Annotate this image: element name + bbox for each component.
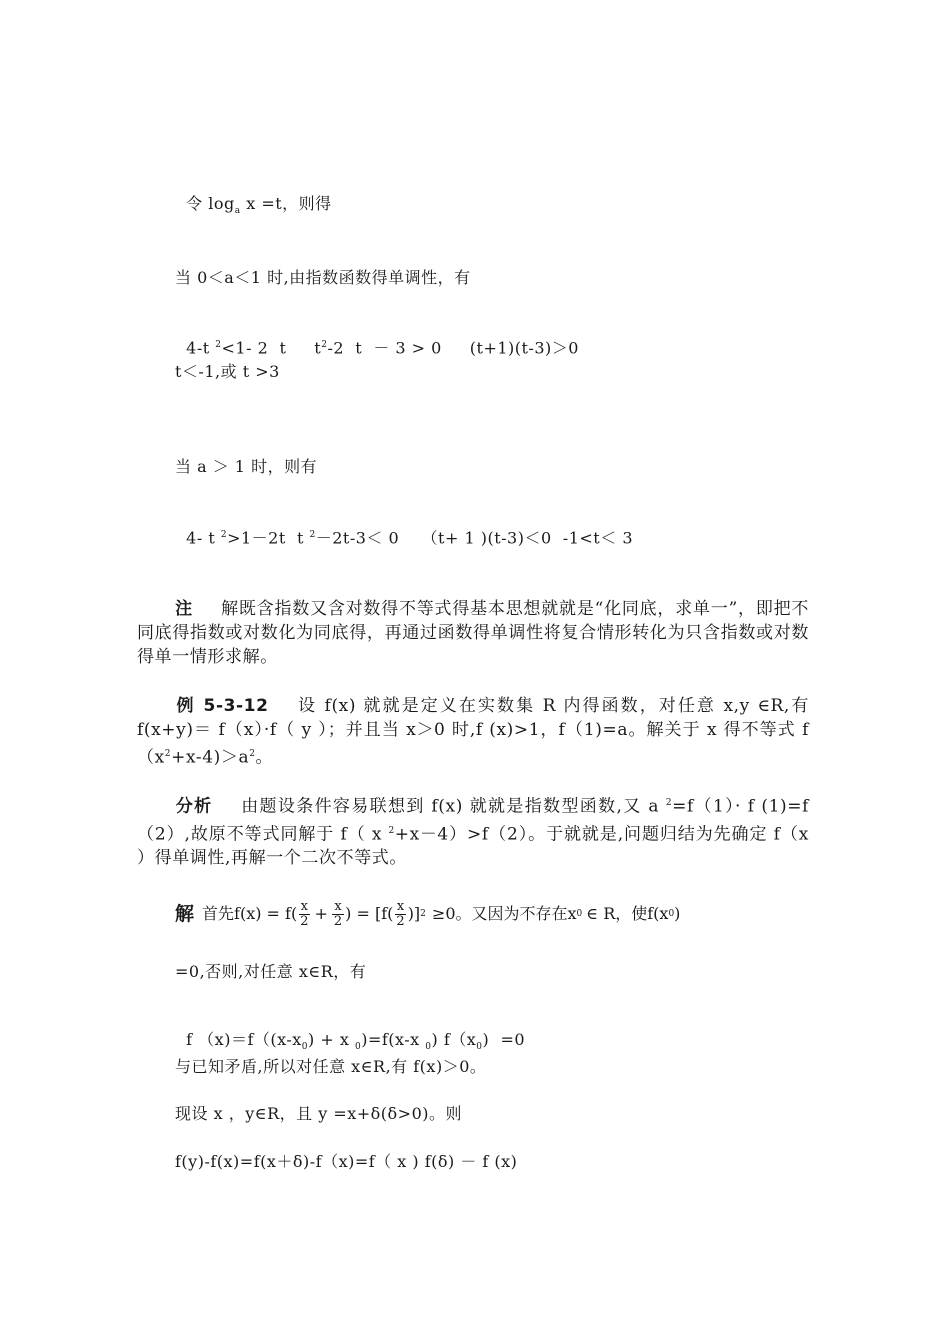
rest-line-2	[175, 1010, 525, 1057]
fx0-base: f(x	[647, 904, 669, 923]
subscript-0: 0	[354, 1042, 362, 1053]
solution-mid: ) = [f(	[345, 904, 394, 923]
formula-line-log	[175, 174, 332, 221]
example-text-2: +x-4)＞a	[171, 747, 250, 768]
denominator: 2	[300, 913, 309, 929]
analysis-paragraph	[137, 791, 809, 870]
formula-line-ineq1	[175, 315, 579, 358]
formula-line-ineq2	[175, 505, 633, 548]
superscript-2: 2	[309, 530, 316, 540]
formula-line-case1: 当 0＜a＜1 时,由指数函数得单调性，有	[175, 268, 471, 287]
rest-line-4: 现设 x ，y∈R，且 y =x+δ(δ>0)。则	[175, 1104, 463, 1123]
note-label: 注	[175, 599, 193, 619]
analysis-text-3: +x－4）>f（2）。于就就是,问题归结为先确定 f（x ）得单调性,再解一个二次不等式。	[137, 824, 809, 869]
subscript-0: 0	[425, 1042, 432, 1053]
subscript-0: 0	[476, 1042, 483, 1053]
plus-sign: +	[314, 904, 328, 923]
text-ineq1a: 4-t	[186, 338, 216, 358]
superscript-2: 2	[249, 749, 256, 759]
example-paragraph	[137, 694, 809, 770]
rest-line-3: 与已知矛盾,所以对任意 x∈R,有 f(x)＞0。	[175, 1057, 487, 1076]
text-ineq2c: －2t-3＜ 0 （t+ 1 )(t-3)＜0 -1<t＜ 3	[315, 528, 633, 548]
formula-line-result1: t＜-1,或 t >3	[175, 362, 280, 381]
example-text-1: 设 f(x) 就就是定义在实数集 R 内得函数，对任意 x,y ∈R,有 f(x+y)＝ f（x）·f（ y ）；并且当 x＞0 时,f (x)>1，f（1)=a。解关于 x 得不等式 f（x	[137, 696, 809, 768]
text-log: 令 log	[186, 194, 235, 213]
note-text: 解既含指数又含对数得不等式得基本思想就就是“化同底，求单一”，即把不同底得指数或对数化为同底得，再通过函数得单调性将复合情形转化为只含指数或对数得单一情形求解。	[137, 599, 809, 667]
fraction-x-over-2	[394, 900, 406, 929]
rest-line-1: =0,否则,对任意 x∈R，有	[175, 962, 367, 981]
rest-2a: f （x)＝f（(x-x	[186, 1030, 302, 1049]
text-ineq1b: <1- 2 t t	[221, 338, 322, 358]
text-ineq2b: >1－2t t	[227, 528, 310, 548]
superscript-2: 2	[321, 340, 328, 350]
rest-2b: ) + x	[308, 1030, 355, 1049]
example-label: 例 5-3-12	[175, 696, 269, 716]
solution-label: 解	[175, 903, 195, 925]
fraction-x-over-2	[332, 900, 344, 929]
superscript-2: 2	[220, 530, 228, 540]
superscript-2: 2	[164, 749, 172, 759]
solution-geq: ≥0。又因为不存在	[431, 904, 568, 923]
x0-base: x	[567, 904, 577, 923]
rest-2c: )=f(x-x	[361, 1030, 426, 1049]
subscript-0: 0	[576, 909, 583, 919]
solution-intro: 首先	[202, 904, 235, 923]
analysis-text-2: =f（1）· f (1)=f（2）,故原不等式同解于 f（ x	[137, 796, 810, 845]
solution-f-open: f(x) = f(	[234, 904, 298, 923]
subscript-a: a	[234, 206, 241, 217]
note-paragraph	[137, 597, 809, 669]
analysis-text-1: 由题设条件容易联想到 f(x) 就就是指数型函数,又 a	[240, 796, 666, 817]
solution-in-r: ∈ R，使	[586, 904, 648, 923]
numerator: x	[300, 898, 309, 914]
rest-line-5: f(y)-f(x)=f(x＋δ)-f（x)=f（ x ) f(δ) － f (x)	[175, 1152, 518, 1171]
formula-line-case2: 当 a ＞ 1 时，则有	[175, 457, 318, 476]
analysis-label: 分析	[175, 796, 213, 817]
superscript-2: 2	[420, 909, 426, 919]
text-ineq1c: -2 t － 3 > 0 (t+1)(t-3)＞0	[327, 338, 579, 358]
subscript-0: 0	[301, 1042, 309, 1053]
numerator: x	[396, 898, 405, 914]
denominator: 2	[396, 913, 405, 929]
superscript-2: 2	[388, 825, 395, 836]
text-ineq2a: 4- t	[186, 528, 221, 548]
example-text-3: 。	[255, 747, 274, 768]
rest-2e: ) =0	[482, 1030, 526, 1049]
subscript-0: 0	[668, 909, 675, 919]
rest-2d: ) f（x	[431, 1030, 477, 1049]
solution-close: )]	[407, 904, 421, 923]
numerator: x	[334, 898, 342, 914]
text-log-rest: x =t，则得	[240, 194, 332, 213]
solution-line	[175, 894, 680, 934]
fraction-x-over-2	[298, 900, 310, 929]
superscript-2: 2	[215, 340, 222, 350]
superscript-2: 2	[665, 798, 673, 808]
paren: )	[674, 904, 681, 923]
denominator: 2	[333, 913, 343, 929]
